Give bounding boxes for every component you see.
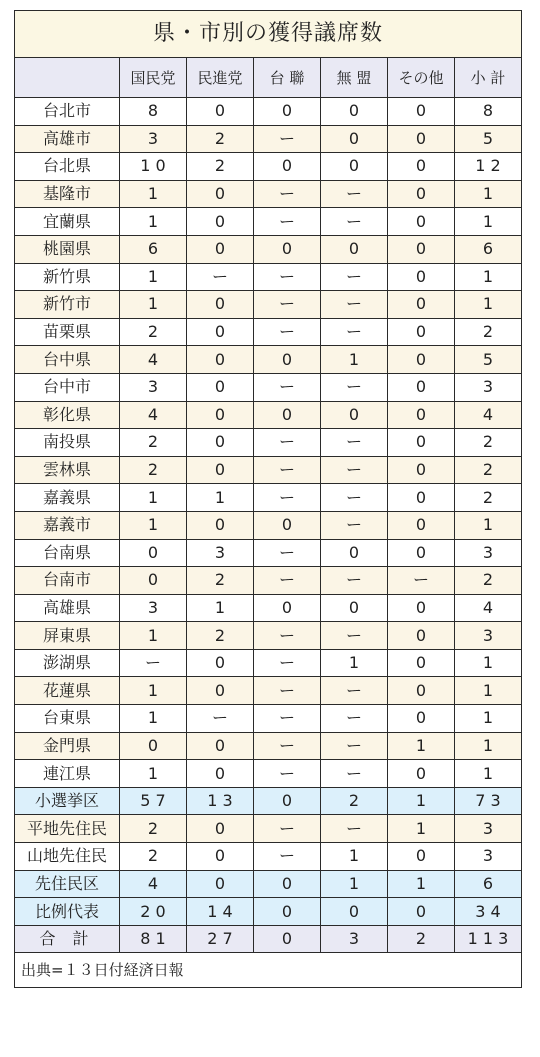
row-label: 屏東県 <box>15 622 120 650</box>
seat-count-cell: 2 <box>455 484 522 512</box>
seat-count-cell: 3 <box>455 843 522 871</box>
table-row <box>15 594 522 622</box>
seat-count-cell: 2 7 <box>187 925 254 953</box>
seat-count-cell: 0 <box>388 208 455 236</box>
table-row <box>15 925 522 953</box>
seat-count-cell: ー <box>321 484 388 512</box>
seat-count-cell: 1 <box>455 208 522 236</box>
seat-count-cell: 0 <box>254 235 321 263</box>
row-label: 高雄市 <box>15 125 120 153</box>
table-row <box>15 705 522 733</box>
seat-count-cell: 6 <box>455 235 522 263</box>
seat-count-cell: ー <box>120 649 187 677</box>
seat-count-cell: ー <box>254 291 321 319</box>
seat-count-cell: 0 <box>254 898 321 926</box>
table-row <box>15 870 522 898</box>
seat-count-cell: 1 <box>120 760 187 788</box>
seat-count-cell: ー <box>254 429 321 457</box>
seat-count-cell: ー <box>321 291 388 319</box>
seat-count-cell: 3 <box>455 622 522 650</box>
table-row <box>15 484 522 512</box>
row-label: 台南市 <box>15 567 120 595</box>
row-label: 合 計 <box>15 925 120 953</box>
seat-count-cell: 1 <box>455 705 522 733</box>
row-label: 雲林県 <box>15 456 120 484</box>
seat-count-cell: 1 <box>120 677 187 705</box>
table-title-row <box>15 11 522 58</box>
seat-count-cell: 0 <box>187 346 254 374</box>
seat-count-cell: 1 <box>187 484 254 512</box>
seat-count-cell: 1 <box>321 843 388 871</box>
seat-count-cell: 0 <box>254 870 321 898</box>
seat-count-cell: 0 <box>187 870 254 898</box>
seat-count-cell: ー <box>187 705 254 733</box>
seat-count-cell: 0 <box>187 235 254 263</box>
seat-count-cell: ー <box>321 208 388 236</box>
table-row <box>15 760 522 788</box>
row-label: 彰化県 <box>15 401 120 429</box>
seat-count-cell: 0 <box>120 567 187 595</box>
seat-count-cell: 1 <box>455 677 522 705</box>
header-cell: 国民党 <box>120 58 187 98</box>
row-label: 先住民区 <box>15 870 120 898</box>
seat-count-cell: 5 7 <box>120 787 187 815</box>
seat-count-cell: 2 <box>455 456 522 484</box>
seat-count-cell: 0 <box>187 760 254 788</box>
seat-count-cell: 0 <box>321 125 388 153</box>
seat-count-cell: ー <box>321 705 388 733</box>
seat-count-cell: 0 <box>388 291 455 319</box>
seat-count-cell: 0 <box>321 539 388 567</box>
row-label: 苗栗県 <box>15 318 120 346</box>
seat-count-cell: ー <box>254 318 321 346</box>
seat-count-cell: 0 <box>388 705 455 733</box>
seat-count-cell: 0 <box>254 153 321 181</box>
seat-count-cell: 0 <box>321 98 388 126</box>
seat-count-cell: 2 <box>187 153 254 181</box>
seat-count-cell: ー <box>254 208 321 236</box>
seat-count-cell: 0 <box>388 511 455 539</box>
seat-count-cell: 1 2 <box>455 153 522 181</box>
seat-count-cell: 0 <box>388 180 455 208</box>
table-row <box>15 373 522 401</box>
seat-count-cell: 1 4 <box>187 898 254 926</box>
seat-count-cell: 0 <box>187 649 254 677</box>
table-header-row <box>15 58 522 98</box>
row-label: 山地先住民 <box>15 843 120 871</box>
row-label: 平地先住民 <box>15 815 120 843</box>
table-row <box>15 429 522 457</box>
seat-count-cell: 1 <box>120 291 187 319</box>
seat-count-cell: 1 <box>187 594 254 622</box>
seat-count-cell: 0 <box>388 346 455 374</box>
row-label: 台北市 <box>15 98 120 126</box>
seat-count-cell: 0 <box>388 594 455 622</box>
seat-count-cell: ー <box>187 263 254 291</box>
table-row <box>15 622 522 650</box>
seat-count-cell: 5 <box>455 125 522 153</box>
seat-count-cell: 3 <box>120 594 187 622</box>
header-cell-blank <box>15 58 120 98</box>
seat-count-cell: ー <box>254 843 321 871</box>
seat-count-cell: 2 <box>120 318 187 346</box>
seat-count-cell: 0 <box>388 125 455 153</box>
seat-count-cell: ー <box>321 373 388 401</box>
table-row <box>15 235 522 263</box>
table-row <box>15 787 522 815</box>
table-row <box>15 677 522 705</box>
seat-count-cell: 0 <box>321 153 388 181</box>
seat-count-cell: 0 <box>120 732 187 760</box>
seat-count-cell: 0 <box>388 539 455 567</box>
seat-count-cell: 0 <box>388 649 455 677</box>
seat-count-cell: 2 <box>187 567 254 595</box>
table-row <box>15 649 522 677</box>
seat-count-cell: 2 <box>120 456 187 484</box>
seat-count-cell: 0 <box>187 429 254 457</box>
seat-count-cell: ー <box>254 760 321 788</box>
source-note: 出典=１３日付経済日報 <box>15 953 522 988</box>
table-row <box>15 732 522 760</box>
seat-count-cell: ー <box>254 125 321 153</box>
seat-count-cell: 1 <box>120 180 187 208</box>
seat-count-cell: ー <box>254 180 321 208</box>
seat-count-cell: 3 <box>455 539 522 567</box>
seat-count-cell: 4 <box>120 401 187 429</box>
seat-count-cell: 1 3 <box>187 787 254 815</box>
seat-count-cell: ー <box>254 732 321 760</box>
seat-count-cell: 1 <box>120 263 187 291</box>
seat-count-cell: ー <box>321 180 388 208</box>
seat-count-cell: 0 <box>187 373 254 401</box>
seat-count-cell: 0 <box>254 401 321 429</box>
seat-count-cell: 8 1 <box>120 925 187 953</box>
seat-count-cell: 1 <box>120 484 187 512</box>
seat-count-cell: 0 <box>254 511 321 539</box>
row-label: 花蓮県 <box>15 677 120 705</box>
seat-count-cell: 0 <box>321 401 388 429</box>
seat-count-cell: 0 <box>187 208 254 236</box>
seat-count-cell: 2 <box>455 318 522 346</box>
seat-count-cell: 0 <box>388 484 455 512</box>
seat-count-cell: ー <box>321 318 388 346</box>
row-label: 基隆市 <box>15 180 120 208</box>
seat-count-cell: 1 <box>120 705 187 733</box>
seat-count-cell: 2 <box>120 815 187 843</box>
seat-count-cell: 1 <box>455 649 522 677</box>
seat-count-cell: 0 <box>388 401 455 429</box>
seat-count-cell: 0 <box>388 373 455 401</box>
seat-count-cell: ー <box>254 456 321 484</box>
seat-count-cell: 0 <box>187 843 254 871</box>
seat-count-cell: ー <box>321 760 388 788</box>
table-row <box>15 346 522 374</box>
table-row <box>15 401 522 429</box>
seat-count-cell: ー <box>254 622 321 650</box>
seat-count-cell: ー <box>254 649 321 677</box>
seat-count-cell: 0 <box>254 787 321 815</box>
row-label: 台中市 <box>15 373 120 401</box>
table-row <box>15 456 522 484</box>
seat-count-cell: 1 <box>388 870 455 898</box>
seat-count-cell: 1 <box>455 760 522 788</box>
seat-count-cell: 1 <box>388 815 455 843</box>
seat-count-cell: 4 <box>120 870 187 898</box>
seat-count-cell: 1 <box>120 208 187 236</box>
seat-count-cell: 0 <box>187 180 254 208</box>
row-label: 高雄県 <box>15 594 120 622</box>
seat-count-cell: 0 <box>254 594 321 622</box>
row-label: 嘉義県 <box>15 484 120 512</box>
table-row <box>15 125 522 153</box>
seat-count-cell: 3 <box>187 539 254 567</box>
seat-count-cell: 0 <box>187 732 254 760</box>
seat-count-cell: 3 4 <box>455 898 522 926</box>
table-row <box>15 898 522 926</box>
header-cell: 民進党 <box>187 58 254 98</box>
seat-count-cell: 0 <box>388 456 455 484</box>
seat-count-cell: 2 <box>187 622 254 650</box>
header-cell: 台 聯 <box>254 58 321 98</box>
seat-count-cell: 1 <box>455 511 522 539</box>
seat-count-cell: 0 <box>321 235 388 263</box>
seat-count-cell: 1 <box>388 787 455 815</box>
seat-count-cell: ー <box>254 484 321 512</box>
seat-count-cell: 0 <box>187 815 254 843</box>
seat-count-cell: 0 <box>388 677 455 705</box>
seat-count-cell: 1 <box>120 511 187 539</box>
seat-count-cell: ー <box>388 567 455 595</box>
seat-count-cell: ー <box>321 567 388 595</box>
row-label: 台中県 <box>15 346 120 374</box>
seat-count-cell: ー <box>321 429 388 457</box>
seat-count-cell: 0 <box>187 401 254 429</box>
seat-count-cell: 3 <box>321 925 388 953</box>
header-cell: その他 <box>388 58 455 98</box>
seat-count-cell: 6 <box>120 235 187 263</box>
table-row <box>15 318 522 346</box>
seat-count-cell: ー <box>321 622 388 650</box>
seat-count-cell: 1 <box>455 732 522 760</box>
seat-count-cell: 5 <box>455 346 522 374</box>
seat-count-cell: 0 <box>388 318 455 346</box>
row-label: 連江県 <box>15 760 120 788</box>
seat-count-cell: 1 <box>388 732 455 760</box>
table-row <box>15 843 522 871</box>
seat-count-cell: 1 <box>455 263 522 291</box>
seat-table <box>14 10 522 988</box>
row-label: 比例代表 <box>15 898 120 926</box>
seat-count-cell: ー <box>321 815 388 843</box>
seat-count-cell: 2 <box>455 567 522 595</box>
table-row <box>15 567 522 595</box>
seat-count-cell: 8 <box>120 98 187 126</box>
seat-count-cell: 7 3 <box>455 787 522 815</box>
seat-count-cell: ー <box>321 263 388 291</box>
row-label: 台東県 <box>15 705 120 733</box>
seat-count-cell: 1 <box>455 291 522 319</box>
table-row <box>15 153 522 181</box>
seat-count-cell: 1 <box>321 649 388 677</box>
seat-count-cell: 0 <box>388 429 455 457</box>
table-title: 県・市別の獲得議席数 <box>15 11 522 58</box>
seat-count-cell: 2 <box>455 429 522 457</box>
seat-count-cell: ー <box>254 373 321 401</box>
seat-count-cell: 8 <box>455 98 522 126</box>
row-label: 小選挙区 <box>15 787 120 815</box>
seat-count-cell: ー <box>321 456 388 484</box>
row-label: 桃園県 <box>15 235 120 263</box>
seat-count-cell: 1 <box>321 346 388 374</box>
row-label: 南投県 <box>15 429 120 457</box>
seat-count-cell: 2 <box>120 429 187 457</box>
seat-count-cell: 2 <box>120 843 187 871</box>
table-row <box>15 511 522 539</box>
seat-table-container <box>14 10 522 988</box>
seat-count-cell: 3 <box>455 815 522 843</box>
seat-count-cell: 0 <box>254 925 321 953</box>
table-row <box>15 539 522 567</box>
row-label: 新竹県 <box>15 263 120 291</box>
row-label: 宜蘭県 <box>15 208 120 236</box>
seat-count-cell: 0 <box>187 511 254 539</box>
row-label: 台南県 <box>15 539 120 567</box>
seat-count-cell: ー <box>254 263 321 291</box>
seat-count-cell: 0 <box>321 898 388 926</box>
seat-count-cell: 0 <box>388 98 455 126</box>
seat-count-cell: 1 0 <box>120 153 187 181</box>
row-label: 嘉義市 <box>15 511 120 539</box>
seat-count-cell: 0 <box>388 898 455 926</box>
seat-count-cell: 3 <box>120 125 187 153</box>
table-row <box>15 208 522 236</box>
seat-count-cell: 0 <box>187 291 254 319</box>
seat-count-cell: 3 <box>120 373 187 401</box>
header-cell: 無 盟 <box>321 58 388 98</box>
seat-count-cell: ー <box>321 677 388 705</box>
seat-count-cell: 0 <box>187 456 254 484</box>
seat-count-cell: 0 <box>388 153 455 181</box>
seat-count-cell: 1 <box>321 870 388 898</box>
seat-count-cell: 0 <box>388 622 455 650</box>
table-row <box>15 815 522 843</box>
row-label: 澎湖県 <box>15 649 120 677</box>
seat-count-cell: 2 <box>321 787 388 815</box>
seat-count-cell: ー <box>254 677 321 705</box>
seat-count-cell: 0 <box>187 98 254 126</box>
table-row <box>15 180 522 208</box>
seat-count-cell: 0 <box>388 235 455 263</box>
seat-count-cell: ー <box>321 732 388 760</box>
seat-count-cell: ー <box>254 705 321 733</box>
header-cell: 小 計 <box>455 58 522 98</box>
seat-count-cell: 2 0 <box>120 898 187 926</box>
seat-count-cell: ー <box>254 567 321 595</box>
seat-count-cell: 0 <box>254 98 321 126</box>
seat-count-cell: 0 <box>254 346 321 374</box>
seat-count-cell: 1 <box>455 180 522 208</box>
seat-count-cell: 2 <box>388 925 455 953</box>
seat-count-cell: 0 <box>321 594 388 622</box>
seat-count-cell: 0 <box>120 539 187 567</box>
seat-count-cell: 0 <box>187 318 254 346</box>
source-row <box>15 953 522 988</box>
seat-count-cell: 0 <box>388 760 455 788</box>
table-row <box>15 98 522 126</box>
seat-count-cell: ー <box>321 511 388 539</box>
seat-count-cell: 6 <box>455 870 522 898</box>
seat-count-cell: 0 <box>388 263 455 291</box>
seat-count-cell: 0 <box>388 843 455 871</box>
table-row <box>15 291 522 319</box>
seat-count-cell: 1 <box>120 622 187 650</box>
row-label: 台北県 <box>15 153 120 181</box>
seat-count-cell: 4 <box>455 401 522 429</box>
seat-count-cell: 0 <box>187 677 254 705</box>
seat-count-cell: 3 <box>455 373 522 401</box>
row-label: 金門県 <box>15 732 120 760</box>
row-label: 新竹市 <box>15 291 120 319</box>
seat-count-cell: ー <box>254 815 321 843</box>
seat-count-cell: 2 <box>187 125 254 153</box>
seat-count-cell: 4 <box>455 594 522 622</box>
seat-count-cell: 1 1 3 <box>455 925 522 953</box>
seat-count-cell: ー <box>254 539 321 567</box>
table-row <box>15 263 522 291</box>
seat-count-cell: 4 <box>120 346 187 374</box>
